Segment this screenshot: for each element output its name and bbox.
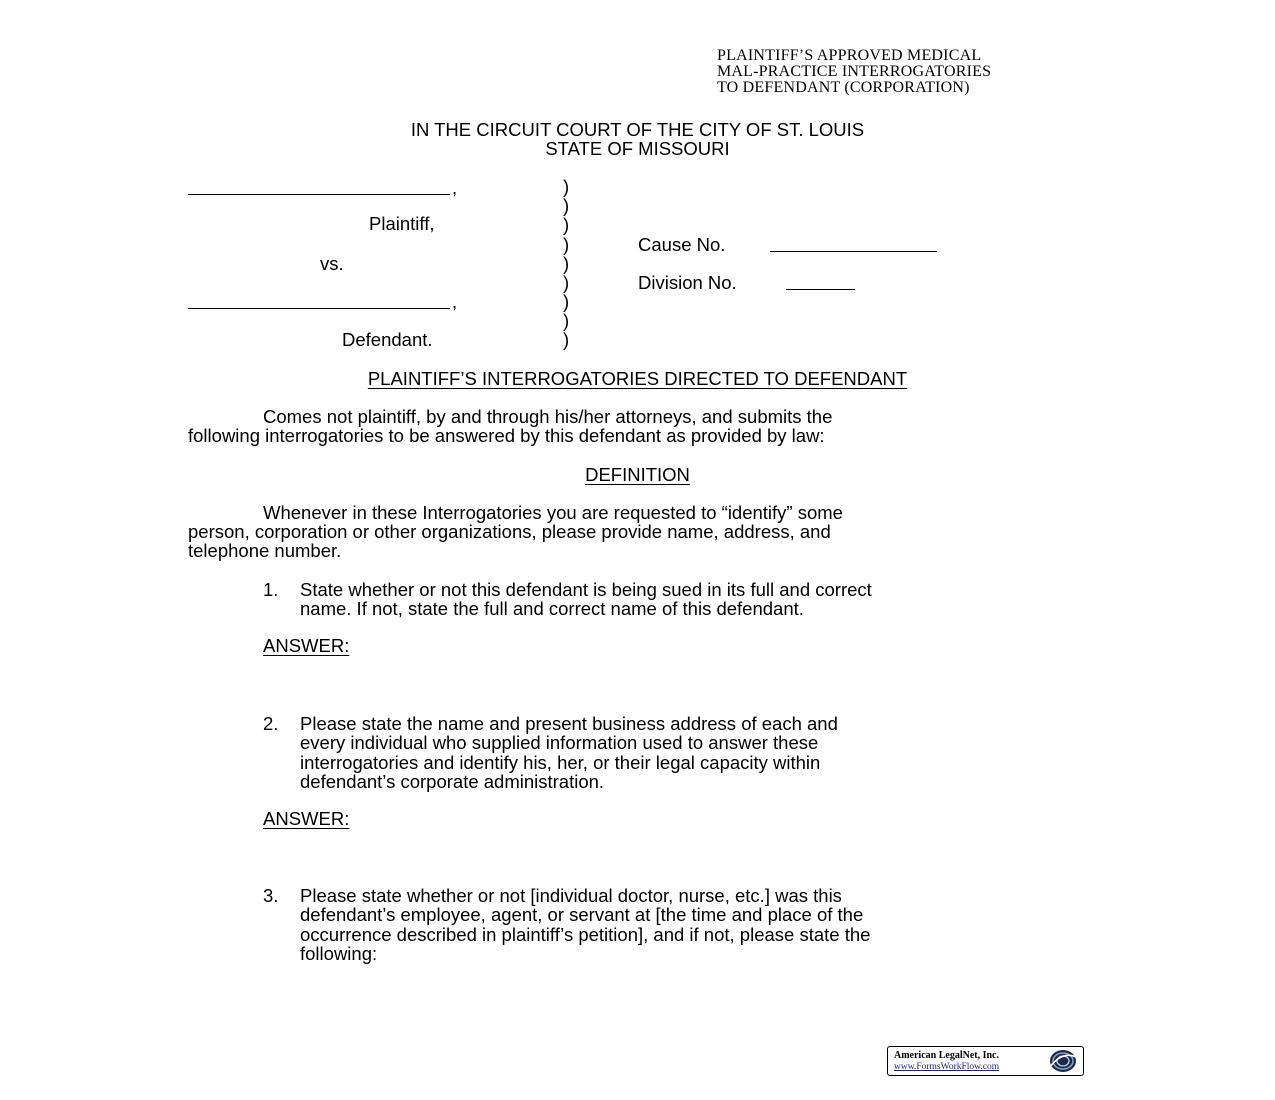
american-legalnet-logo[interactable] <box>887 1046 1084 1076</box>
document-title: PLAINTIFF’S INTERROGATORIES DIRECTED TO DEFENDANT <box>367 368 908 389</box>
answer-label: ANSWER: <box>263 635 350 656</box>
question-line: Please state whether or not [individual doctor, nurse, etc.] was this <box>300 885 842 906</box>
question-line: every individual who supplied information used to answer these <box>300 732 819 754</box>
question-number: 3. <box>263 885 279 906</box>
caption-paren: ) <box>563 272 570 293</box>
question-line: name. If not, state the full and correct name of this defendant. <box>300 598 804 620</box>
question-line: following: <box>300 942 378 964</box>
question-text <box>300 580 1090 619</box>
caption-paren: ) <box>563 195 570 216</box>
question-line: State whether or not this defendant is being sued in its full and correct <box>300 579 872 600</box>
question-line: defendant’s corporate administration. <box>300 770 605 792</box>
caption-paren: ) <box>563 329 570 350</box>
court-name: IN THE CIRCUIT COURT OF THE CITY OF ST. LOUIS <box>410 119 865 140</box>
question-text <box>300 714 1090 791</box>
defendant-name-blank[interactable] <box>188 308 450 309</box>
plaintiff-name-blank[interactable] <box>188 194 450 195</box>
caption-paren: ) <box>563 253 570 274</box>
caption-paren: ) <box>563 176 570 197</box>
answer-label: ANSWER: <box>263 808 350 829</box>
vs-label: vs. <box>320 253 344 274</box>
caption-paren: ) <box>563 310 570 331</box>
intro-line: following interrogatories to be answered by this defendant as provided by law: <box>188 425 825 446</box>
cause-label: Cause No. <box>638 234 726 255</box>
form-label <box>717 48 991 97</box>
caption-paren: ) <box>563 234 570 255</box>
division-label: Division No. <box>638 272 737 293</box>
form-label-line: MAL-PRACTICE INTERROGATORIES <box>717 63 992 81</box>
court-state: STATE OF MISSOURI <box>545 138 730 159</box>
globe-icon <box>1046 1049 1078 1073</box>
question-line: defendant’s employee, agent, or servant at [the time and place of the <box>300 904 864 926</box>
definition-line: Whenever in these Interrogatories you are requested to “identify” some <box>263 502 843 523</box>
question-number: 1. <box>263 579 279 600</box>
question-line: occurrence described in plaintiff’s petition], and if not, please state the <box>300 923 871 945</box>
question-number: 2. <box>263 713 279 734</box>
definition-line: telephone number. <box>188 540 342 561</box>
plaintiff-comma: , <box>452 177 458 198</box>
cause-number-blank[interactable] <box>770 251 937 252</box>
question-text <box>300 886 1090 963</box>
defendant-comma: , <box>452 291 458 312</box>
definition-heading: DEFINITION <box>585 464 690 485</box>
logo-url-link[interactable]: www.FormsWorkFlow.com <box>894 1062 1000 1072</box>
defendant-label: Defendant. <box>342 329 433 350</box>
caption-paren: ) <box>563 291 570 312</box>
division-number-blank[interactable] <box>786 289 855 290</box>
question-line: interrogatories and identify his, her, or their legal capacity within <box>300 751 821 773</box>
definition-line: person, corporation or other organizations, please provide name, address, and <box>188 521 831 542</box>
logo-company-name: American LegalNet, Inc. <box>894 1050 999 1061</box>
question-line: Please state the name and present business address of each and <box>300 713 838 734</box>
plaintiff-label: Plaintiff, <box>369 213 435 234</box>
intro-line: Comes not plaintiff, by and through his/her attorneys, and submits the <box>263 406 833 427</box>
form-label-line: TO DEFENDANT (CORPORATION) <box>717 79 970 97</box>
form-label-line: PLAINTIFF’S APPROVED MEDICAL <box>717 47 982 64</box>
caption-paren: ) <box>563 214 570 235</box>
